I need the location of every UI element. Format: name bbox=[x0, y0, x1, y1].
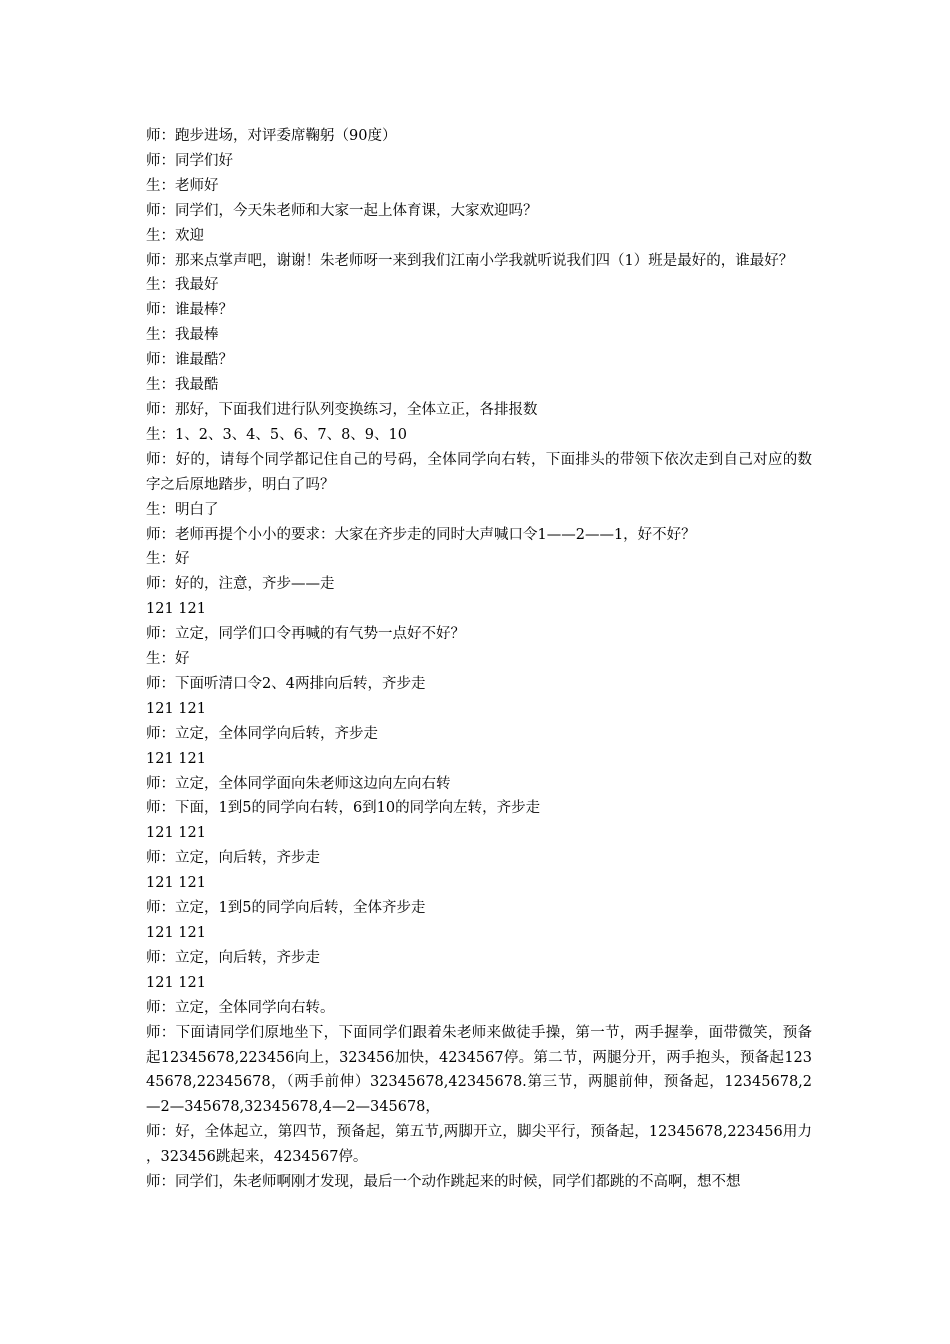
dialogue-line: 生：欢迎 bbox=[146, 227, 204, 244]
dialogue-line: 师：立定，全体同学向后转，齐步走 bbox=[146, 725, 378, 742]
dialogue-line: 师：谁最酷？ bbox=[146, 352, 233, 369]
cadence-line: 121 121 bbox=[146, 974, 206, 991]
dialogue-line: 师：下面，1到5的同学向右转，6到10的同学向左转，齐步走 bbox=[146, 800, 541, 817]
dialogue-line: 生：我最棒 bbox=[146, 327, 219, 344]
dialogue-line: 师：谁最棒？ bbox=[146, 302, 233, 319]
dialogue-line: 生：老师好 bbox=[146, 177, 219, 194]
dialogue-line: 师：跑步进场，对评委席鞠躬（90度） bbox=[146, 128, 397, 144]
dialogue-line: 师：立定，全体同学向右转。 bbox=[146, 999, 335, 1016]
dialogue-line: 师：老师再提个小小的要求：大家在齐步走的同时大声喊口令1——2——1，好不好？ bbox=[146, 526, 696, 543]
dialogue-line: 师：立定，同学们口令再喊的有气势一点好不好？ bbox=[146, 626, 465, 643]
dialogue-line: 生：1、2、3、4、5、6、7、8、9、10 bbox=[146, 426, 407, 443]
cadence-line: 121 121 bbox=[146, 601, 206, 618]
dialogue-line: 生：好 bbox=[146, 551, 190, 568]
dialogue-line: 师：立定，1到5的同学向后转，全体齐步走 bbox=[146, 900, 426, 917]
dialogue-paragraph: 师：那来点掌声吧，谢谢！朱老师呀一来到我们江南小学我就听说我们四（1）班是最好的，谁最好？ bbox=[146, 252, 794, 269]
dialogue-line: 师：下面听清口令2、4两排向后转，齐步走 bbox=[146, 675, 426, 692]
cadence-line: 121 121 bbox=[146, 825, 206, 842]
dialogue-line: 生：好 bbox=[146, 651, 190, 668]
dialogue-line: 师：立定，向后转，齐步走 bbox=[146, 949, 320, 966]
cadence-line: 121 121 bbox=[146, 750, 206, 767]
dialogue-line: 师：同学们好 bbox=[146, 152, 233, 169]
cadence-line: 121 121 bbox=[146, 700, 206, 717]
cadence-line: 121 121 bbox=[146, 925, 206, 941]
dialogue-paragraph: 师：下面请同学们原地坐下，下面同学们跟着朱老师来做徒手操，第一节，两手握拳，面带微笑，预备起12345678,223456向上，323456加快，4234567停。第二节，两腿分开，两手抱头，预备起12345678,22345678，（两手前伸）32345678,42345678.第三节，两腿前伸，预备起，12345678,2—2—345678,32345678,4—2—345678， bbox=[146, 1024, 812, 1116]
dialogue-line: 生：我最好 bbox=[146, 277, 219, 294]
cadence-line: 121 121 bbox=[146, 875, 206, 892]
dialogue-line: 生：明白了 bbox=[146, 501, 219, 518]
dialogue-line: 师：那好，下面我们进行队列变换练习，全体立正，各排报数 bbox=[146, 401, 538, 418]
dialogue-line: 师：同学们，朱老师啊刚才发现，最后一个动作跳起来的时候，同学们都跳的不高啊，想不想 bbox=[146, 1174, 741, 1191]
dialogue-paragraph: 师：好的，请每个同学都记住自己的号码，全体同学向右转，下面排头的带领下依次走到自己对应的数字之后原地踏步，明白了吗？ bbox=[146, 451, 812, 493]
document-body bbox=[146, 124, 812, 1195]
dialogue-line: 师：好的，注意，齐步——走 bbox=[146, 576, 335, 593]
dialogue-line: 生：我最酷 bbox=[146, 377, 219, 394]
dialogue-paragraph: 师：好，全体起立，第四节，预备起，第五节,两脚开立，脚尖平行，预备起，12345678,223456用力，323456跳起来，4234567停。 bbox=[146, 1124, 812, 1166]
dialogue-line: 师：立定，向后转，齐步走 bbox=[146, 850, 320, 867]
dialogue-line: 师：同学们，今天朱老师和大家一起上体育课，大家欢迎吗？ bbox=[146, 202, 538, 219]
dialogue-line: 师：立定，全体同学面向朱老师这边向左向右转 bbox=[146, 775, 451, 792]
